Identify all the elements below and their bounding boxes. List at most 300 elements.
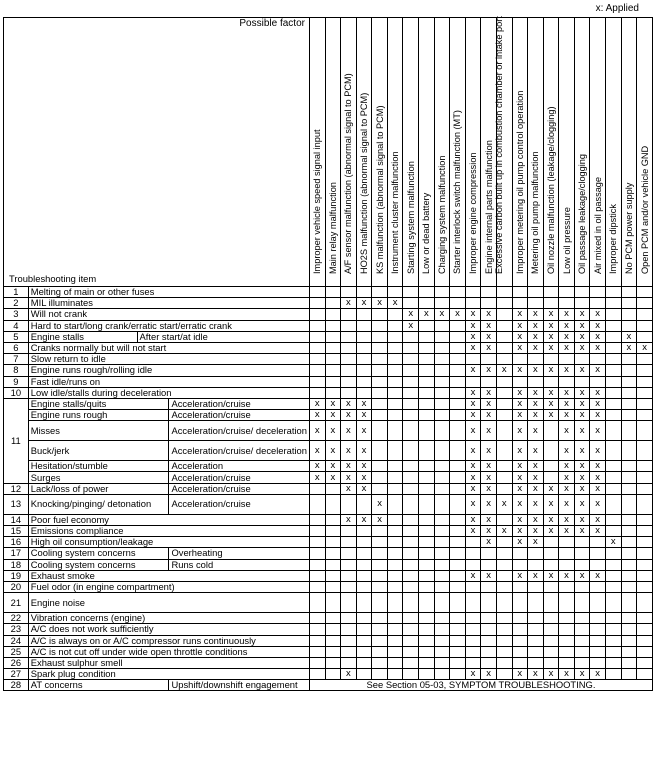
applied-mark: x — [481, 342, 497, 353]
row-number: 22 — [4, 613, 29, 624]
mark-cell — [621, 472, 637, 483]
mark-cell — [403, 537, 419, 548]
mark-cell — [574, 287, 590, 298]
mark-cell — [621, 461, 637, 472]
mark-cell — [356, 387, 372, 398]
mark-cell — [637, 657, 653, 668]
table-row — [4, 635, 653, 646]
mark-cell — [403, 421, 419, 441]
mark-cell — [434, 570, 450, 581]
mark-cell — [341, 526, 357, 537]
mark-cell — [481, 548, 497, 559]
mark-cell — [637, 354, 653, 365]
factor-header — [528, 18, 544, 287]
mark-cell — [325, 483, 341, 494]
mark-cell — [512, 657, 528, 668]
mark-cell — [387, 548, 403, 559]
mark-cell — [512, 559, 528, 570]
applied-mark: x — [465, 441, 481, 461]
mark-cell — [637, 410, 653, 421]
factor-label: Improper metering oil pump control operation — [514, 90, 525, 274]
factor-header — [605, 18, 621, 287]
mark-cell — [574, 593, 590, 613]
applied-mark: x — [528, 526, 544, 537]
mark-cell — [356, 331, 372, 342]
mark-cell — [356, 548, 372, 559]
mark-cell — [637, 309, 653, 320]
factor-label: Oil nozzle malfunction (leakage/clogging) — [545, 106, 556, 274]
mark-cell — [387, 441, 403, 461]
applied-mark: x — [528, 365, 544, 376]
mark-cell — [543, 593, 559, 613]
mark-cell — [637, 646, 653, 657]
header-title-cell — [4, 18, 310, 287]
mark-cell — [605, 559, 621, 570]
mark-cell — [621, 298, 637, 309]
mark-cell — [621, 376, 637, 387]
mark-cell — [481, 298, 497, 309]
mark-cell — [590, 613, 606, 624]
factor-header — [372, 18, 388, 287]
mark-cell — [325, 365, 341, 376]
row-condition: Runs cold — [169, 559, 310, 570]
applied-mark: x — [356, 410, 372, 421]
mark-cell — [528, 624, 544, 635]
mark-cell — [341, 309, 357, 320]
mark-cell — [543, 354, 559, 365]
row-condition: Acceleration/cruise — [169, 410, 310, 421]
applied-mark: x — [356, 298, 372, 309]
mark-cell — [621, 669, 637, 680]
applied-mark: x — [543, 570, 559, 581]
mark-cell — [450, 365, 466, 376]
factor-header — [512, 18, 528, 287]
applied-mark: x — [590, 342, 606, 353]
mark-cell — [590, 624, 606, 635]
applied-mark: x — [574, 514, 590, 525]
table-row — [4, 593, 653, 613]
table-row — [4, 646, 653, 657]
applied-mark: x — [512, 398, 528, 409]
mark-cell — [419, 514, 435, 525]
mark-cell — [605, 548, 621, 559]
mark-cell — [496, 398, 512, 409]
row-item: Melting of main or other fuses — [28, 287, 309, 298]
mark-cell — [387, 410, 403, 421]
applied-mark: x — [325, 472, 341, 483]
mark-cell — [496, 331, 512, 342]
mark-cell — [434, 331, 450, 342]
mark-cell — [637, 570, 653, 581]
mark-cell — [543, 635, 559, 646]
applied-mark: x — [605, 537, 621, 548]
applied-mark: x — [528, 410, 544, 421]
mark-cell — [387, 494, 403, 514]
mark-cell — [309, 624, 325, 635]
mark-cell — [372, 398, 388, 409]
applied-mark: x — [574, 309, 590, 320]
mark-cell — [372, 559, 388, 570]
mark-cell — [605, 613, 621, 624]
mark-cell — [605, 398, 621, 409]
mark-cell — [309, 483, 325, 494]
mark-cell — [387, 287, 403, 298]
applied-mark: x — [574, 494, 590, 514]
mark-cell — [605, 287, 621, 298]
mark-cell — [387, 398, 403, 409]
applied-mark: x — [481, 320, 497, 331]
table-row — [4, 624, 653, 635]
mark-cell — [356, 581, 372, 592]
applied-mark: x — [543, 669, 559, 680]
mark-cell — [559, 537, 575, 548]
mark-cell — [403, 483, 419, 494]
applied-mark: x — [559, 320, 575, 331]
applied-mark: x — [574, 421, 590, 441]
mark-cell — [621, 570, 637, 581]
mark-cell — [481, 287, 497, 298]
applied-mark: x — [528, 387, 544, 398]
applied-mark: x — [403, 309, 419, 320]
applied-mark: x — [559, 398, 575, 409]
mark-cell — [372, 593, 388, 613]
mark-cell — [637, 526, 653, 537]
applied-mark: x — [341, 461, 357, 472]
mark-cell — [356, 657, 372, 668]
mark-cell — [341, 646, 357, 657]
mark-cell — [528, 376, 544, 387]
row-item: Fast idle/runs on — [28, 376, 309, 387]
applied-mark: x — [465, 472, 481, 483]
mark-cell — [450, 581, 466, 592]
mark-cell — [419, 624, 435, 635]
factor-label: Improper dipstick — [608, 204, 619, 274]
mark-cell — [434, 669, 450, 680]
mark-cell — [325, 593, 341, 613]
mark-cell — [450, 570, 466, 581]
mark-cell — [325, 387, 341, 398]
applied-mark: x — [325, 441, 341, 461]
mark-cell — [637, 669, 653, 680]
applied-mark: x — [543, 342, 559, 353]
applied-mark: x — [356, 441, 372, 461]
applied-mark: x — [559, 441, 575, 461]
mark-cell — [559, 613, 575, 624]
mark-cell — [434, 320, 450, 331]
mark-cell — [496, 657, 512, 668]
applied-mark: x — [465, 494, 481, 514]
mark-cell — [309, 331, 325, 342]
factor-header — [590, 18, 606, 287]
row-number: 11 — [4, 398, 29, 483]
mark-cell — [434, 421, 450, 441]
mark-cell — [356, 593, 372, 613]
mark-cell — [341, 387, 357, 398]
mark-cell — [637, 559, 653, 570]
mark-cell — [372, 570, 388, 581]
mark-cell — [372, 421, 388, 441]
mark-cell — [465, 657, 481, 668]
mark-cell — [356, 526, 372, 537]
mark-cell — [372, 526, 388, 537]
applied-mark: x — [528, 669, 544, 680]
mark-cell — [605, 331, 621, 342]
applied-mark: x — [434, 309, 450, 320]
mark-cell — [325, 331, 341, 342]
applied-mark: x — [372, 494, 388, 514]
mark-cell — [309, 494, 325, 514]
mark-cell — [372, 613, 388, 624]
applied-mark: x — [465, 570, 481, 581]
mark-cell — [590, 376, 606, 387]
mark-cell — [403, 298, 419, 309]
row-number: 28 — [4, 680, 29, 691]
table-row — [4, 537, 653, 548]
applied-mark: x — [512, 461, 528, 472]
applied-mark: x — [481, 472, 497, 483]
mark-cell — [387, 581, 403, 592]
mark-cell — [465, 624, 481, 635]
row-item: Cooling system concerns — [28, 548, 169, 559]
applied-mark: x — [372, 514, 388, 525]
mark-cell — [403, 376, 419, 387]
mark-cell — [434, 494, 450, 514]
table-row — [4, 354, 653, 365]
mark-cell — [372, 472, 388, 483]
mark-cell — [403, 514, 419, 525]
mark-cell — [637, 593, 653, 613]
applied-mark: x — [559, 421, 575, 441]
mark-cell — [450, 421, 466, 441]
applied-mark: x — [559, 365, 575, 376]
applied-mark: x — [590, 365, 606, 376]
mark-cell — [496, 483, 512, 494]
applied-mark: x — [309, 410, 325, 421]
mark-cell — [309, 669, 325, 680]
mark-cell — [621, 526, 637, 537]
mark-cell — [434, 526, 450, 537]
applied-mark: x — [481, 398, 497, 409]
mark-cell — [419, 320, 435, 331]
mark-cell — [450, 410, 466, 421]
mark-cell — [341, 657, 357, 668]
factor-header — [403, 18, 419, 287]
applied-mark: x — [341, 398, 357, 409]
row-condition: Acceleration/cruise — [169, 483, 310, 494]
mark-cell — [403, 494, 419, 514]
applied-mark: x — [465, 410, 481, 421]
mark-cell — [605, 461, 621, 472]
mark-cell — [403, 342, 419, 353]
applied-mark: x — [528, 309, 544, 320]
mark-cell — [341, 342, 357, 353]
applied-mark: x — [528, 342, 544, 353]
mark-cell — [419, 537, 435, 548]
mark-cell — [450, 298, 466, 309]
mark-cell — [574, 581, 590, 592]
applied-mark: x — [341, 441, 357, 461]
applied-mark: x — [309, 398, 325, 409]
mark-cell — [403, 331, 419, 342]
applied-mark: x — [465, 669, 481, 680]
applied-mark: x — [590, 461, 606, 472]
mark-cell — [621, 514, 637, 525]
mark-cell — [356, 376, 372, 387]
applied-mark: x — [403, 320, 419, 331]
applied-mark: x — [528, 514, 544, 525]
mark-cell — [434, 472, 450, 483]
mark-cell — [356, 287, 372, 298]
mark-cell — [621, 635, 637, 646]
applied-mark: x — [450, 309, 466, 320]
applied-mark: x — [341, 410, 357, 421]
mark-cell — [372, 646, 388, 657]
mark-cell — [496, 461, 512, 472]
row-number: 23 — [4, 624, 29, 635]
mark-cell — [372, 376, 388, 387]
mark-cell — [605, 669, 621, 680]
mark-cell — [434, 410, 450, 421]
applied-mark: x — [387, 298, 403, 309]
mark-cell — [605, 657, 621, 668]
mark-cell — [325, 624, 341, 635]
mark-cell — [496, 548, 512, 559]
mark-cell — [465, 537, 481, 548]
factor-header — [496, 18, 512, 287]
mark-cell — [325, 526, 341, 537]
mark-cell — [419, 398, 435, 409]
row-number: 20 — [4, 581, 29, 592]
row-item: Emissions compliance — [28, 526, 309, 537]
row-condition: Acceleration/cruise — [169, 472, 310, 483]
applied-mark: x — [465, 387, 481, 398]
row-item: Hard to start/long crank/erratic start/erratic crank — [28, 320, 309, 331]
mark-cell — [372, 354, 388, 365]
mark-cell — [637, 398, 653, 409]
mark-cell — [481, 581, 497, 592]
applied-mark: x — [465, 526, 481, 537]
mark-cell — [637, 387, 653, 398]
mark-cell — [605, 624, 621, 635]
mark-cell — [512, 613, 528, 624]
mark-cell — [341, 365, 357, 376]
applied-mark: x — [590, 320, 606, 331]
mark-cell — [621, 441, 637, 461]
mark-cell — [465, 581, 481, 592]
mark-cell — [434, 483, 450, 494]
mark-cell — [372, 635, 388, 646]
mark-cell — [403, 526, 419, 537]
factor-header — [574, 18, 590, 287]
mark-cell — [605, 365, 621, 376]
mark-cell — [590, 635, 606, 646]
mark-cell — [356, 646, 372, 657]
mark-cell — [403, 387, 419, 398]
row-item: Cranks normally but will not start — [28, 342, 309, 353]
mark-cell — [434, 593, 450, 613]
mark-cell — [559, 657, 575, 668]
applied-mark: x — [512, 472, 528, 483]
applied-mark: x — [512, 669, 528, 680]
mark-cell — [637, 298, 653, 309]
table-row — [4, 570, 653, 581]
applied-mark: x — [590, 570, 606, 581]
mark-cell — [637, 624, 653, 635]
mark-cell — [372, 537, 388, 548]
applied-mark: x — [481, 410, 497, 421]
applied-mark: x — [356, 461, 372, 472]
row-number: 14 — [4, 514, 29, 525]
mark-cell — [325, 376, 341, 387]
mark-cell — [387, 593, 403, 613]
mark-cell — [450, 657, 466, 668]
mark-cell — [434, 342, 450, 353]
mark-cell — [465, 548, 481, 559]
mark-cell — [559, 559, 575, 570]
mark-cell — [559, 287, 575, 298]
row-number: 3 — [4, 309, 29, 320]
mark-cell — [496, 624, 512, 635]
applied-mark: x — [528, 441, 544, 461]
applied-mark: x — [528, 320, 544, 331]
mark-cell — [309, 365, 325, 376]
mark-cell — [496, 669, 512, 680]
mark-cell — [403, 548, 419, 559]
mark-cell — [372, 548, 388, 559]
mark-cell — [325, 613, 341, 624]
applied-mark: x — [543, 320, 559, 331]
mark-cell — [309, 570, 325, 581]
mark-cell — [465, 635, 481, 646]
mark-cell — [496, 376, 512, 387]
mark-cell — [621, 387, 637, 398]
mark-cell — [387, 537, 403, 548]
mark-cell — [387, 613, 403, 624]
mark-cell — [605, 441, 621, 461]
applied-mark: x — [574, 483, 590, 494]
factor-header — [450, 18, 466, 287]
applied-mark: x — [481, 514, 497, 525]
applied-mark: x — [590, 514, 606, 525]
applied-mark: x — [590, 398, 606, 409]
mark-cell — [309, 298, 325, 309]
mark-cell — [512, 593, 528, 613]
mark-cell — [605, 635, 621, 646]
applied-mark: x — [590, 483, 606, 494]
mark-cell — [621, 646, 637, 657]
mark-cell — [356, 624, 372, 635]
applied-mark: x — [372, 298, 388, 309]
mark-cell — [387, 635, 403, 646]
row-item: Lack/loss of power — [28, 483, 169, 494]
mark-cell — [621, 309, 637, 320]
row-number: 9 — [4, 376, 29, 387]
mark-cell — [621, 624, 637, 635]
mark-cell — [559, 646, 575, 657]
mark-cell — [496, 581, 512, 592]
mark-cell — [341, 635, 357, 646]
mark-cell — [637, 365, 653, 376]
factor-header — [559, 18, 575, 287]
mark-cell — [387, 331, 403, 342]
mark-cell — [496, 514, 512, 525]
factor-label: Oil passage leakage/clogging — [577, 153, 588, 274]
mark-cell — [559, 593, 575, 613]
table-row — [4, 287, 653, 298]
mark-cell — [543, 421, 559, 441]
mark-cell — [356, 570, 372, 581]
applied-mark: x — [543, 526, 559, 537]
